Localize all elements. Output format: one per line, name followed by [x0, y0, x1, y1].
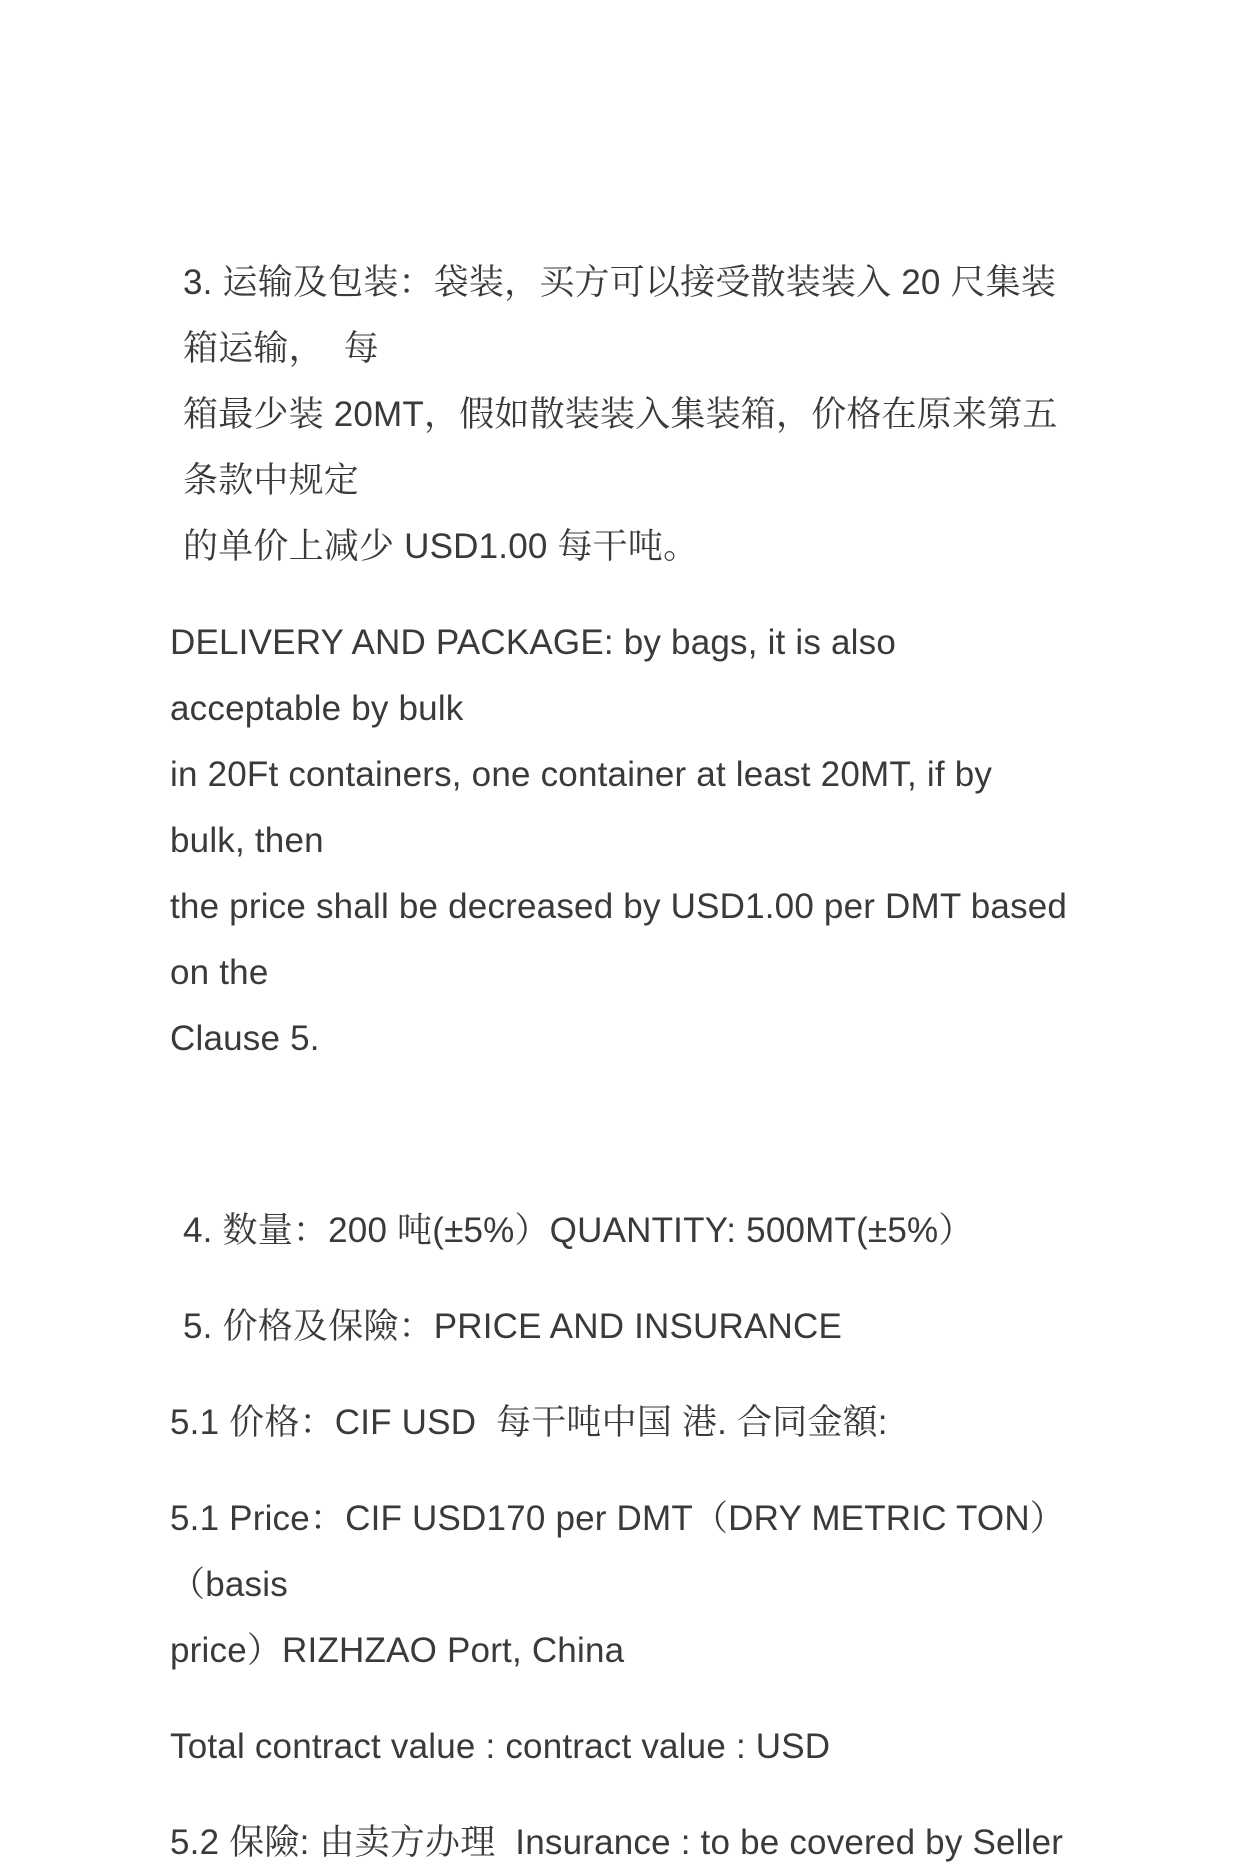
text-line: 5. 价格及保險：PRICE AND INSURANCE: [183, 1307, 843, 1346]
text-line: 的单价上减少 USD1.00 每干吨。: [183, 527, 699, 566]
paragraph-clause-5-1-en: [170, 1486, 1075, 1684]
paragraph-clause-3-en: [170, 610, 1078, 1072]
text-line: price）RIZHZAO Port, China: [170, 1631, 625, 1670]
text-line: 3. 运输及包装：袋装，买方可以接受散装装入 20 尺集装箱运输， 每: [183, 263, 1057, 368]
paragraph-total-contract-value: [170, 1714, 1075, 1780]
text-line: 5.1 价格：CIF USD 每干吨中国 港. 合同金額:: [170, 1403, 888, 1442]
paragraph-clause-3-zh: [170, 250, 1075, 580]
text-line: Total contract value : contract value : USD: [170, 1727, 831, 1766]
text-line: 4. 数量：200 吨(±5%）QUANTITY: 500MT(±5%）: [183, 1211, 974, 1250]
text-line: the price shall be decreased by USD1.00 per DMT based on the: [170, 887, 1078, 992]
text-line: in 20Ft containers, one container at least 20MT, if by bulk, then: [170, 755, 1003, 860]
text-line: 箱最少装 20MT，假如散装装入集装箱，价格在原来第五条款中规定: [183, 395, 1058, 500]
paragraph-clause-5-1-zh: [170, 1390, 1075, 1456]
text-line: DELIVERY AND PACKAGE: by bags, it is also acceptable by bulk: [170, 623, 906, 728]
text-line: 5.2 保險: 由卖方办理 Insurance : to be covered by Seller: [170, 1823, 1064, 1862]
paragraph-clause-4-quantity: [170, 1198, 1075, 1264]
text-line: Clause 5.: [170, 1019, 320, 1058]
paragraph-clause-5-2-insurance: [170, 1810, 1075, 1876]
paragraph-clause-5-heading: [170, 1294, 1075, 1360]
text-line: 5.1 Price：CIF USD170 per DMT（DRY METRIC TON） （basis: [170, 1499, 1075, 1604]
